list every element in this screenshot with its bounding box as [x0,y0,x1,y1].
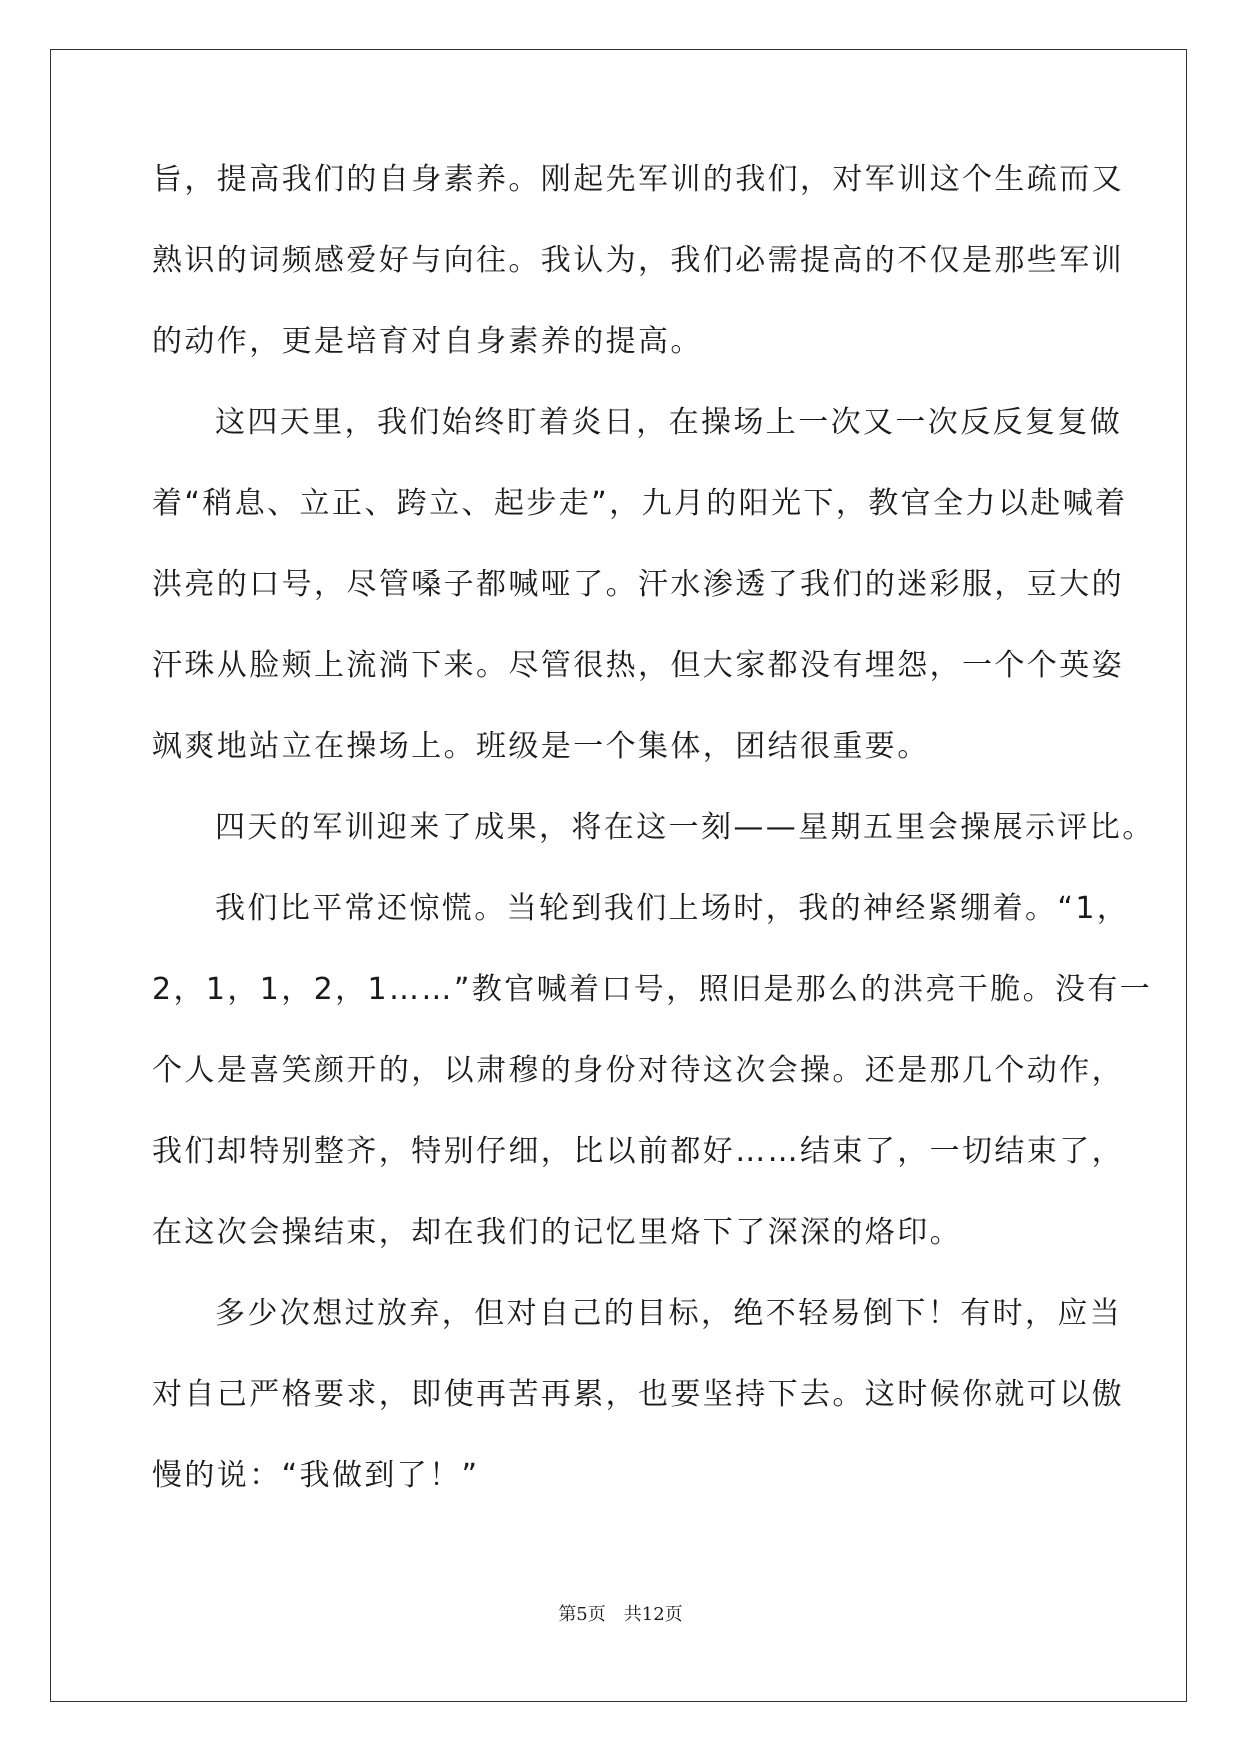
text-line: 对自己严格要求，即使再苦再累，也要坚持下去。这时候你就可以傲 [152,1377,1124,1412]
page-total: 共12页 [623,1604,683,1625]
page-footer [0,1604,1241,1626]
text-line: 熟识的词频感爱好与向往。我认为，我们必需提高的不仅是那些军训 [152,243,1124,278]
page-border [50,49,1187,1702]
paragraph-start-line: 我们比平常还惊慌。当轮到我们上场时，我的神经紧绷着。“1， [215,891,1130,926]
paragraph-start-line: 多少次想过放弃，但对自己的目标，绝不轻易倒下！有时，应当 [215,1296,1123,1331]
text-line: 我们却特别整齐，特别仔细，比以前都好……结束了，一切结束了， [152,1134,1124,1169]
text-line: 着“稍息、立正、跨立、起步走”，九月的阳光下，教官全力以赴喊着 [152,486,1128,521]
text-line: 在这次会操结束，却在我们的记忆里烙下了深深的烙印。 [152,1215,962,1250]
text-line: 2，1，1，2，1……”教官喊着口号，照旧是那么的洪亮干脆。没有一 [152,972,1153,1007]
paragraph-start-line: 这四天里，我们始终盯着炎日，在操场上一次又一次反反复复做 [215,405,1123,440]
text-line: 慢的说：“我做到了！” [152,1458,480,1493]
text-line: 个人是喜笑颜开的，以肃穆的身份对待这次会操。还是那几个动作， [152,1053,1124,1088]
page-number: 第5页 [558,1604,606,1625]
text-line: 旨，提高我们的自身素养。刚起先军训的我们，对军训这个生疏而又 [152,162,1124,197]
text-line: 飒爽地站立在操场上。班级是一个集体，团结很重要。 [152,729,930,764]
paragraph-start-line: 四天的军训迎来了成果，将在这一刻——星期五里会操展示评比。 [215,810,1155,845]
text-line: 汗珠从脸颊上流淌下来。尽管很热，但大家都没有埋怨，一个个英姿 [152,648,1124,683]
text-line: 洪亮的口号，尽管嗓子都喊哑了。汗水渗透了我们的迷彩服，豆大的 [152,567,1124,602]
text-line: 的动作，更是培育对自身素养的提高。 [152,324,703,359]
